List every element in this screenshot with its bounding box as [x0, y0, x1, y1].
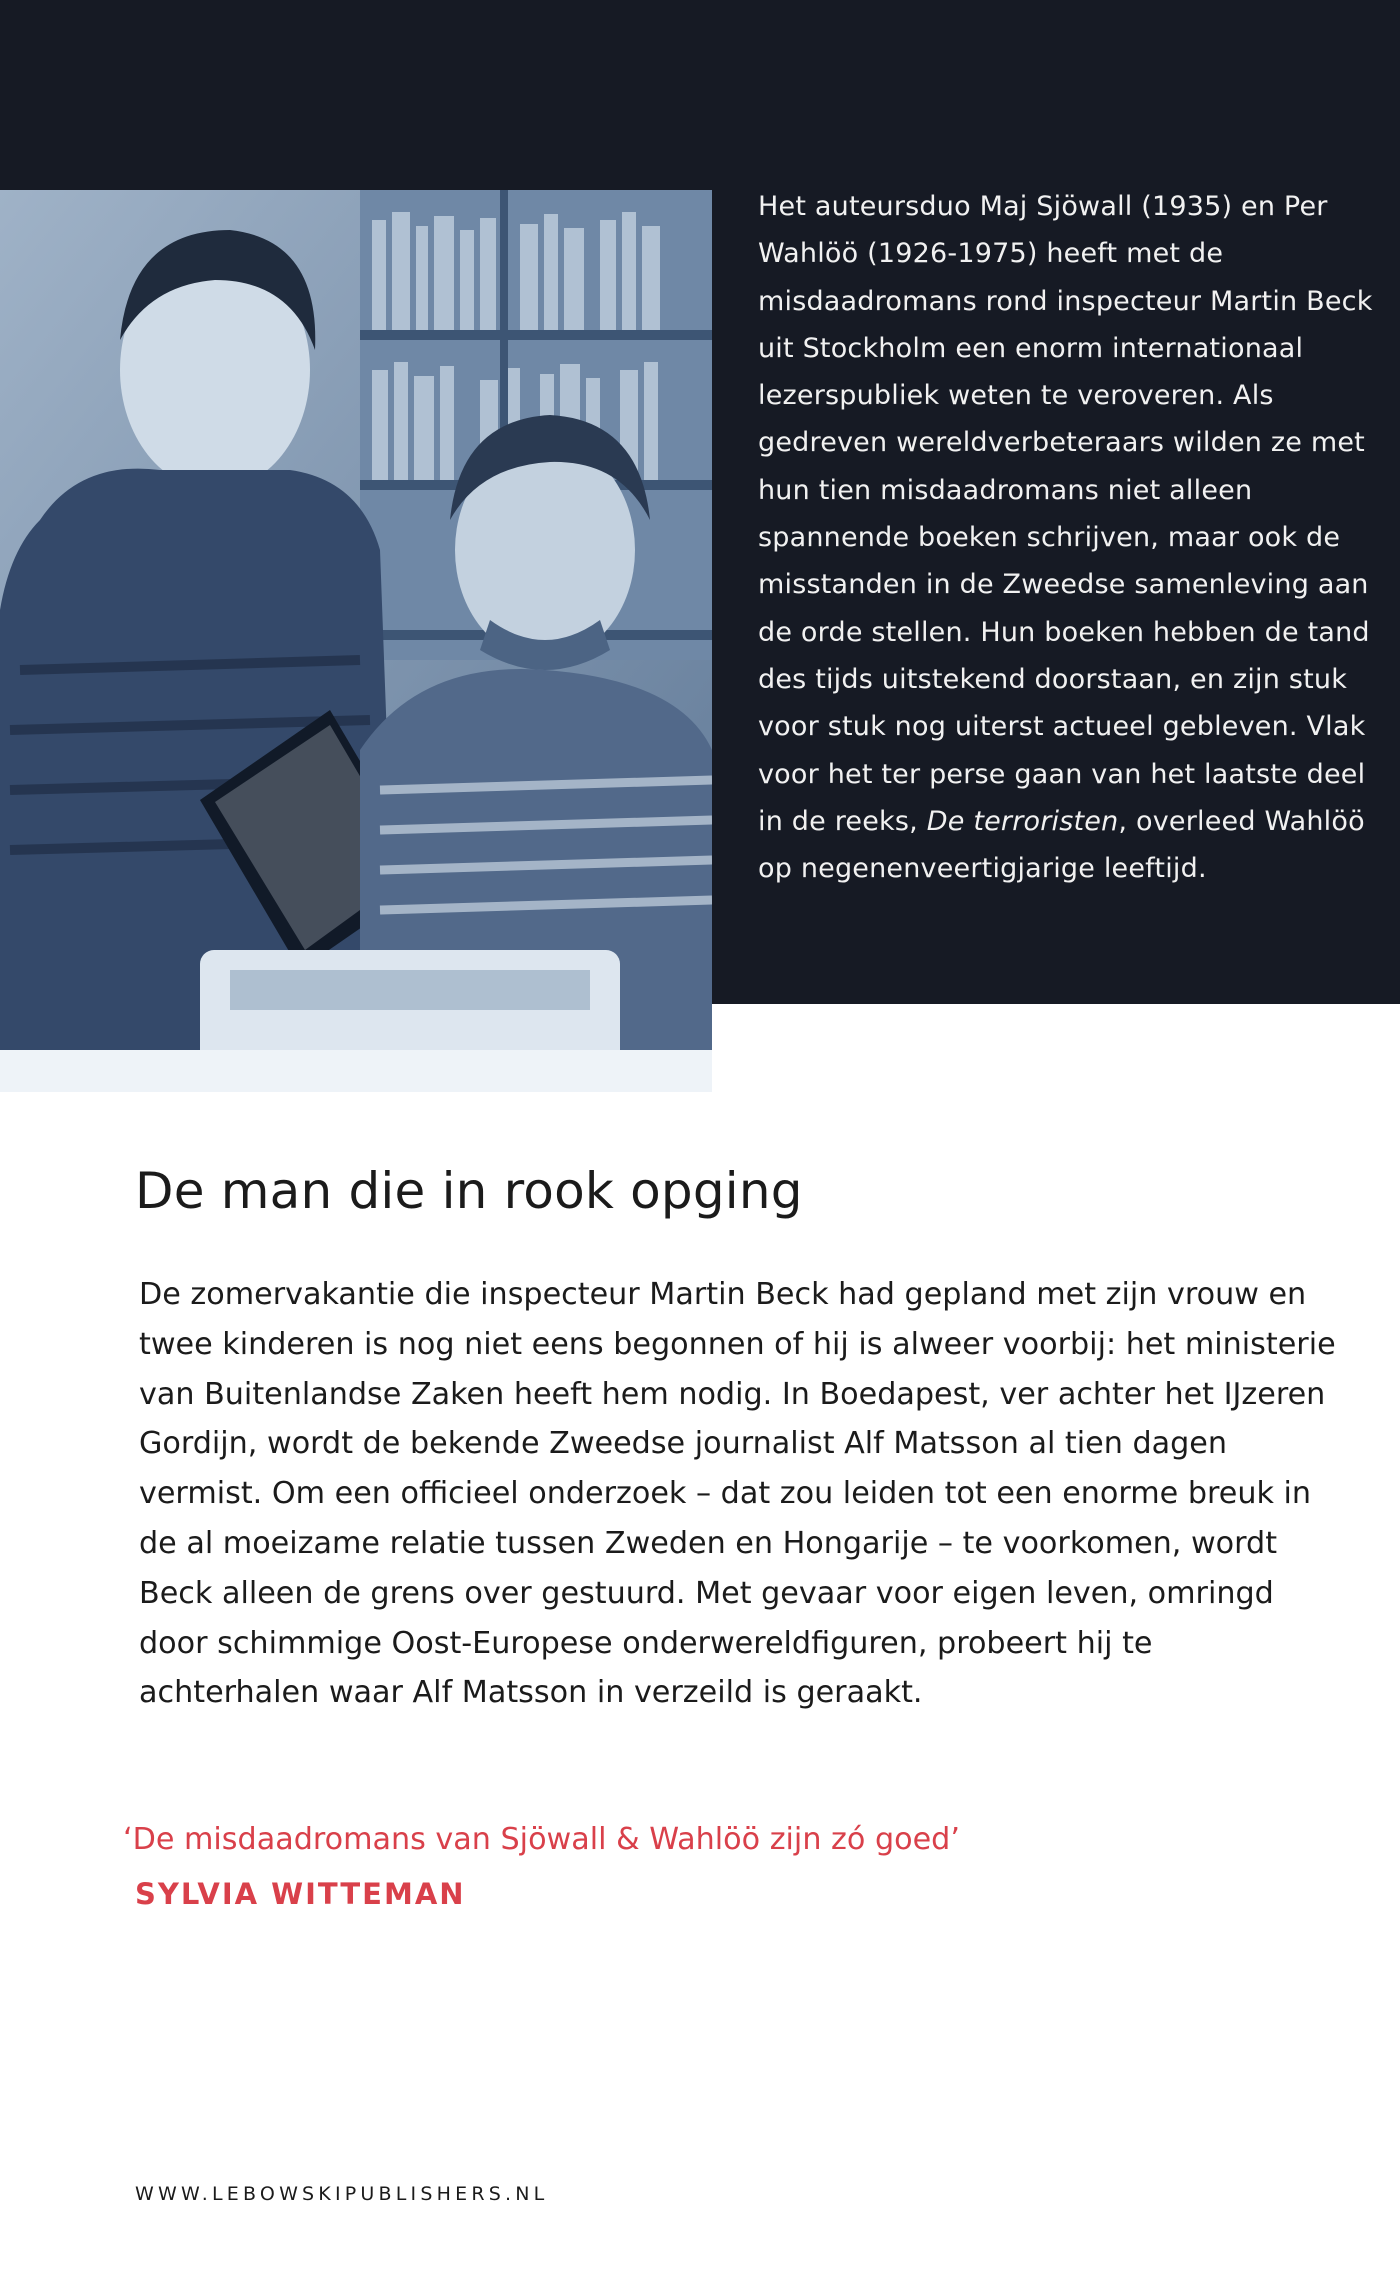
- blurb-quote: ‘De misdaadromans van Sjöwall & Wahlöö zijn zó goed’: [123, 1822, 960, 1857]
- author-bio-text: [758, 183, 1373, 892]
- publisher-website[interactable]: WWW.LEBOWSKIPUBLISHERS.NL: [135, 2183, 549, 2205]
- bio-text-end: , overleed Wahlöö op negenenveertigjarige leeftijd.: [758, 805, 1365, 885]
- bio-text-start: Het auteursduo Maj Sjöwall (1935) en Per Wahlöö (1926-1975) heeft met de misdaadromans rond inspecteur Martin Beck uit Stockholm een enorm internationaal lezerspubliek weten te veroveren. Als gedreven wereldverbeteraars wilden ze met hun tien misdaadromans niet alleen spannende boeken schrijven, maar ook de misstanden in de Zweedse samenleving aan de orde stellen. Hun boeken hebben de tand des tijds uitstekend doorstaan, en zijn stuk voor stuk nog uiterst actueel gebleven. Vlak voor het ter perse gaan van het laatste deel in de reeks,: [758, 191, 1373, 837]
- author-bio: [758, 183, 1373, 892]
- author-photo: [0, 190, 712, 1092]
- blurb-author: SYLVIA WITTEMAN: [135, 1877, 466, 1911]
- series-title: De terroristen: [926, 805, 1119, 837]
- book-title: De man die in rook opging: [135, 1162, 803, 1220]
- synopsis: De zomervakantie die inspecteur Martin Beck had gepland met zijn vrouw en twee kinderen is nog niet eens begonnen of hij is alweer voorbij: het ministerie van Buitenlandse Zaken heeft hem nodig. In Boedapest, ver achter het IJzeren Gordijn, wordt de bekende Zweedse journalist Alf Matsson al tien dagen vermist. Om een officieel onderzoek – dat zou leiden tot een enorme breuk in de al moeizame relatie tussen Zweden en Hongarije – te voorkomen, wordt Beck alleen de grens over gestuurd. Met gevaar voor eigen leven, omringd door schimmige Oost-Europese onderwereldfiguren, probeert hij te achterhalen waar Alf Matsson in verzeild is geraakt.: [139, 1277, 1336, 1711]
